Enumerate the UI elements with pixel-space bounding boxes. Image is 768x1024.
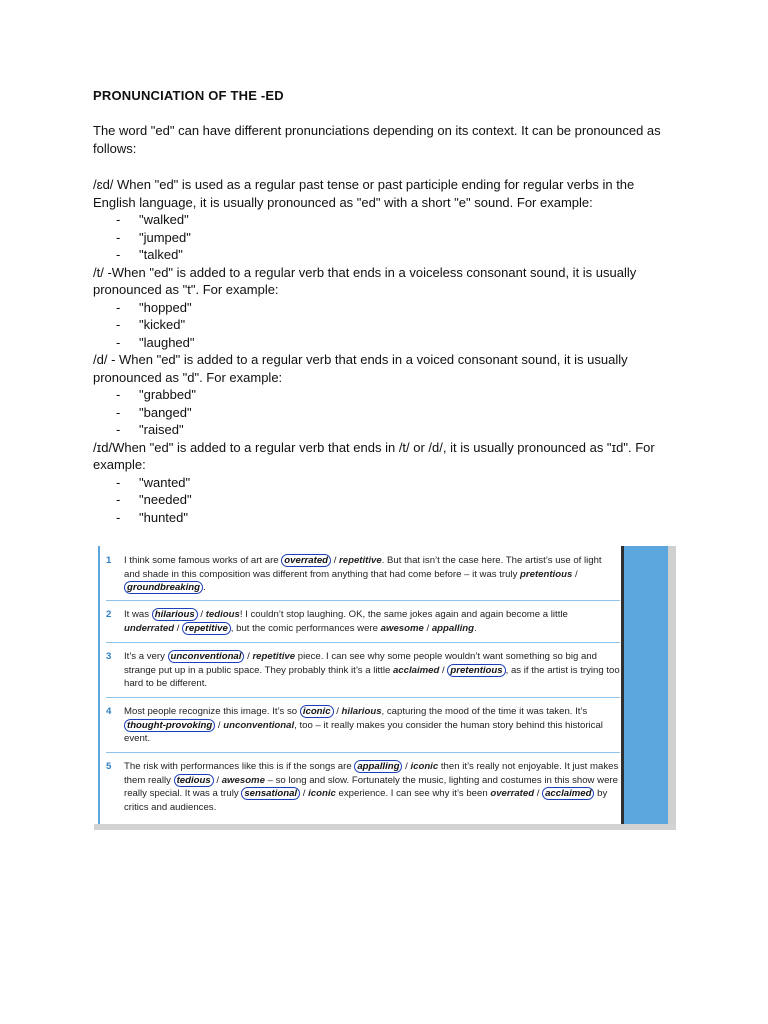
section-id bbox=[93, 439, 673, 527]
exercise-item bbox=[106, 608, 620, 635]
sentence-fragment: The risk with performances like this is if the songs are bbox=[124, 761, 355, 772]
sentence-fragment: , but the comic performances were bbox=[230, 622, 381, 634]
left-accent-rule bbox=[98, 546, 100, 824]
sentence-fragment: ! I couldn’t stop laughing. OK, the same jokes again and again become a little bbox=[239, 609, 568, 620]
example-word: "hopped" bbox=[139, 299, 192, 315]
exercise-text bbox=[124, 650, 620, 691]
sentence-fragment: / bbox=[331, 555, 340, 566]
list-item bbox=[93, 246, 673, 264]
exercise-divider bbox=[106, 752, 620, 753]
list-item bbox=[93, 491, 673, 509]
example-word: "hunted" bbox=[139, 509, 188, 525]
list-dash: - bbox=[116, 299, 121, 315]
exercise-item bbox=[106, 554, 620, 595]
sentence-fragment: then it’s really not enjoyable. It just makes them really bbox=[124, 761, 619, 786]
example-word: "jumped" bbox=[139, 229, 191, 245]
list-dash: - bbox=[116, 474, 121, 490]
option-word: overrated bbox=[490, 788, 535, 799]
sentence-fragment: / bbox=[300, 788, 309, 799]
list-item bbox=[93, 229, 673, 247]
list-dash: - bbox=[116, 492, 121, 507]
option-word: underrated bbox=[124, 622, 175, 634]
exercise-number: 3 bbox=[106, 651, 112, 662]
exercise-number: 1 bbox=[106, 555, 112, 566]
sentence-fragment: . But that isn’t the case here. The artist’s use of light and shade in this composition was different from anything that had come before – it was truly bbox=[124, 555, 602, 580]
sentence-fragment: It was bbox=[124, 609, 152, 620]
sentence-fragment: by critics and audiences. bbox=[124, 788, 608, 813]
circled-answer: iconic bbox=[300, 705, 334, 718]
example-word: "walked" bbox=[139, 212, 189, 227]
list-item bbox=[93, 316, 673, 334]
sentence-fragment: , too – it really makes you consider the human story behind this historical event. bbox=[124, 719, 603, 744]
list-dash: - bbox=[116, 247, 121, 262]
sentence-fragment: / bbox=[423, 622, 432, 634]
list-item bbox=[93, 386, 673, 404]
blue-side-bar bbox=[621, 546, 668, 830]
example-word: "talked" bbox=[139, 247, 183, 262]
section-text: /t/ -When "ed" is added to a regular verb that ends in a voiceless consonant sound, it is usually pronounced as "t". For example: bbox=[93, 264, 637, 297]
document-body bbox=[93, 122, 673, 526]
circled-answer: thought-provoking bbox=[124, 719, 215, 732]
circled-answer: pretentious bbox=[447, 664, 505, 677]
exercise-number: 5 bbox=[106, 761, 112, 772]
example-list bbox=[93, 211, 673, 264]
circled-answer: tedious bbox=[174, 774, 214, 787]
exercise-number: 4 bbox=[106, 706, 112, 717]
option-word: awesome bbox=[221, 774, 265, 786]
exercise-text bbox=[124, 554, 620, 595]
sentence-fragment: . bbox=[473, 622, 477, 634]
exercise-number: 2 bbox=[106, 609, 112, 620]
section-d bbox=[93, 351, 673, 439]
section-ed bbox=[93, 176, 673, 264]
option-word: pretentious bbox=[520, 568, 573, 580]
exercise-item bbox=[106, 705, 620, 746]
option-word: repetitive bbox=[252, 651, 296, 662]
list-dash: - bbox=[116, 387, 121, 402]
option-word: iconic bbox=[410, 761, 439, 772]
list-dash: - bbox=[116, 509, 121, 525]
list-dash: - bbox=[116, 422, 121, 437]
list-dash: - bbox=[116, 334, 121, 350]
list-item bbox=[93, 474, 673, 492]
list-dash: - bbox=[116, 404, 121, 420]
option-word: tedious bbox=[205, 609, 240, 620]
sentence-fragment: / bbox=[197, 609, 206, 620]
sentence-fragment: . bbox=[203, 582, 206, 593]
list-item bbox=[93, 334, 673, 352]
option-word: hilarious bbox=[341, 706, 382, 717]
sentence-fragment: It’s a very bbox=[124, 651, 168, 662]
list-item bbox=[93, 211, 673, 229]
exercise-text bbox=[124, 608, 620, 635]
circled-answer: overrated bbox=[281, 554, 331, 567]
list-dash: - bbox=[116, 317, 121, 332]
scan-bottom-edge bbox=[94, 824, 676, 830]
exercise-divider bbox=[106, 697, 620, 698]
exercise-text bbox=[124, 760, 620, 814]
sentence-fragment: / bbox=[174, 622, 183, 634]
sentence-fragment: / bbox=[244, 651, 253, 662]
list-item bbox=[93, 421, 673, 439]
circled-answer: acclaimed bbox=[542, 787, 594, 800]
example-word: "wanted" bbox=[139, 474, 191, 490]
circled-answer: repetitive bbox=[182, 622, 231, 635]
exercise-divider bbox=[106, 642, 620, 643]
sentence-fragment: / bbox=[439, 664, 448, 676]
example-list bbox=[93, 299, 673, 352]
section-text: /d/ - When "ed" is added to a regular verb that ends in a voiced consonant sound, it is usually pronounced as "d". For example: bbox=[93, 352, 628, 385]
document-title: PRONUNCIATION OF THE -ED bbox=[93, 88, 284, 103]
example-word: "raised" bbox=[139, 422, 184, 437]
sentence-fragment: / bbox=[333, 706, 342, 717]
option-word: iconic bbox=[308, 788, 336, 799]
sentence-fragment: – so long and slow. Fortunately the music, lighting and costumes in this show were really special. It was a truly bbox=[124, 774, 618, 799]
list-item bbox=[93, 404, 673, 422]
intro-paragraph: The word "ed" can have different pronunciations depending on its context. It can be pronounced as follows: bbox=[93, 123, 661, 156]
option-word: awesome bbox=[380, 622, 424, 634]
circled-answer: sensational bbox=[241, 787, 300, 800]
exercise-item bbox=[106, 650, 620, 691]
sentence-fragment: / bbox=[213, 774, 222, 786]
list-dash: - bbox=[116, 212, 121, 227]
example-list bbox=[93, 474, 673, 527]
sentence-fragment: / bbox=[402, 761, 411, 772]
scan-edge-strip bbox=[668, 546, 676, 830]
sentence-fragment: / bbox=[572, 568, 578, 580]
sentence-fragment: / bbox=[534, 788, 543, 799]
circled-answer: unconventional bbox=[168, 650, 245, 663]
exercise-scan-image bbox=[94, 546, 676, 830]
sentence-fragment: / bbox=[215, 719, 224, 731]
sentence-fragment: I think some famous works of art are bbox=[124, 555, 282, 566]
list-item bbox=[93, 509, 673, 527]
example-word: "grabbed" bbox=[139, 387, 196, 402]
exercise-divider bbox=[106, 600, 620, 601]
list-dash: - bbox=[116, 229, 121, 245]
circled-answer: appalling bbox=[354, 760, 402, 773]
exercise-text bbox=[124, 705, 620, 746]
example-list bbox=[93, 386, 673, 439]
option-word: unconventional bbox=[223, 719, 295, 731]
option-word: appalling bbox=[431, 622, 474, 634]
example-word: "banged" bbox=[139, 404, 192, 420]
section-t bbox=[93, 264, 673, 352]
sentence-fragment: Most people recognize this image. It’s so bbox=[124, 706, 300, 717]
sentence-fragment: piece. I can see why some people wouldn’t want something so big and strange put up in a public space. They probably think it’s a little bbox=[124, 651, 597, 676]
sentence-fragment: , capturing the mood of the time it was taken. It’s bbox=[381, 706, 588, 717]
sentence-fragment: , as if the artist is trying too hard to be different. bbox=[124, 664, 620, 689]
circled-answer: hilarious bbox=[152, 608, 198, 621]
section-text: /ɪd/When "ed" is added to a regular verb that ends in /t/ or /d/, it is usually pronounced as "ɪd". For example: bbox=[93, 439, 655, 472]
option-word: acclaimed bbox=[392, 664, 440, 676]
list-item bbox=[93, 299, 673, 317]
example-word: "laughed" bbox=[139, 334, 195, 350]
section-text: /ɛd/ When "ed" is used as a regular past tense or past participle ending for regular verbs in the English language, it is usually pronounced as "ed" with a short "e" sound. For example: bbox=[93, 177, 635, 210]
option-word: repetitive bbox=[339, 555, 382, 566]
sentence-fragment: experience. I can see why it’s been bbox=[335, 788, 491, 799]
exercise-item bbox=[106, 760, 620, 814]
example-word: "needed" bbox=[139, 492, 192, 507]
example-word: "kicked" bbox=[139, 317, 186, 332]
circled-answer: groundbreaking bbox=[124, 581, 203, 594]
